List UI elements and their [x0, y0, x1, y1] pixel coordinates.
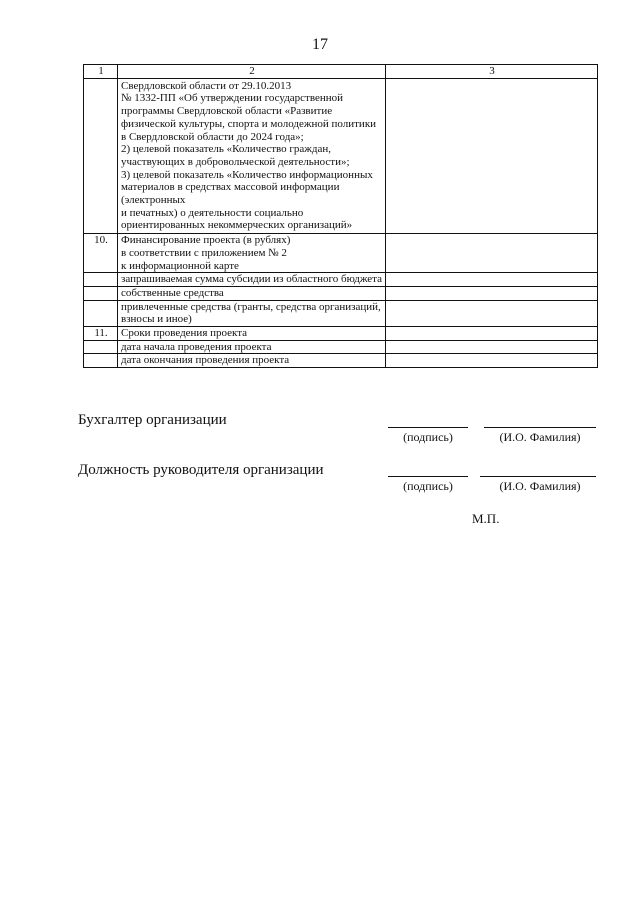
accountant-name-caption: (И.О. Фамилия) [499, 430, 581, 444]
head-name-line [480, 476, 596, 477]
table-row [84, 300, 598, 326]
row11-item-num [84, 354, 118, 368]
row11-item-start-value [386, 340, 598, 354]
row10-item-raised-funds: привлеченные средства (гранты, средства организаций, взносы и иное) [118, 300, 386, 326]
table-row [84, 354, 598, 368]
row-cont-value [386, 78, 598, 233]
accountant-signature-line [388, 427, 468, 428]
row10-item-subsidy-value [386, 273, 598, 287]
form-table [83, 64, 598, 368]
row11-number: 11. [84, 327, 118, 341]
row11-item-start: дата начала проведения проекта [118, 340, 386, 354]
accountant-name-line [484, 427, 596, 428]
row10-number: 10. [84, 234, 118, 273]
table-header-row [84, 65, 598, 79]
table-row [84, 286, 598, 300]
table-row-continued [84, 78, 598, 233]
row10-value [386, 234, 598, 273]
accountant-label: Бухгалтер организации [78, 412, 227, 428]
row10-item-num [84, 273, 118, 287]
head-position-label: Должность руководителя организации [78, 462, 324, 478]
header-col-2: 2 [118, 65, 386, 79]
row10-item-own-funds: собственные средства [118, 286, 386, 300]
row11-label: Сроки проведения проекта [118, 327, 386, 341]
row10-item-subsidy: запрашиваемая сумма субсидии из областного бюджета [118, 273, 386, 287]
row-cont-num [84, 78, 118, 233]
row11-item-end: дата окончания проведения проекта [118, 354, 386, 368]
head-name-caption: (И.О. Фамилия) [499, 479, 581, 493]
head-signature-caption: (подпись) [403, 479, 453, 493]
row11-item-end-value [386, 354, 598, 368]
header-col-1: 1 [84, 65, 118, 79]
row10-item-own-funds-value [386, 286, 598, 300]
header-col-3: 3 [386, 65, 598, 79]
row11-item-num [84, 340, 118, 354]
head-signature-line [388, 476, 468, 477]
stamp-place: М.П. [472, 511, 500, 526]
row10-item-raised-funds-value [386, 300, 598, 326]
table-row [84, 234, 598, 273]
page-number: 17 [312, 36, 328, 53]
row11-value [386, 327, 598, 341]
row10-item-num [84, 286, 118, 300]
accountant-signature-caption: (подпись) [403, 430, 453, 444]
table-row [84, 340, 598, 354]
table-row [84, 273, 598, 287]
table-row [84, 327, 598, 341]
row-cont-text: Свердловской области от 29.10.2013 № 1332-ПП «Об утверждении государственной программы Свердловской области «Развитие физической культуры, спорта и молодежной политики в Свердловской области до 2024 года»; 2) целевой показатель «Количество граждан, участвующих в добровольческой деятельности»; 3) целевой показатель «Количество информационных материалов в средствах массовой информации (электронных и печатных) о деятельности социально ориентированных некоммерческих организаций» [118, 78, 386, 233]
row10-label: Финансирование проекта (в рублях) в соответствии с приложением № 2 к информационной карте [118, 234, 386, 273]
row10-item-num [84, 300, 118, 326]
